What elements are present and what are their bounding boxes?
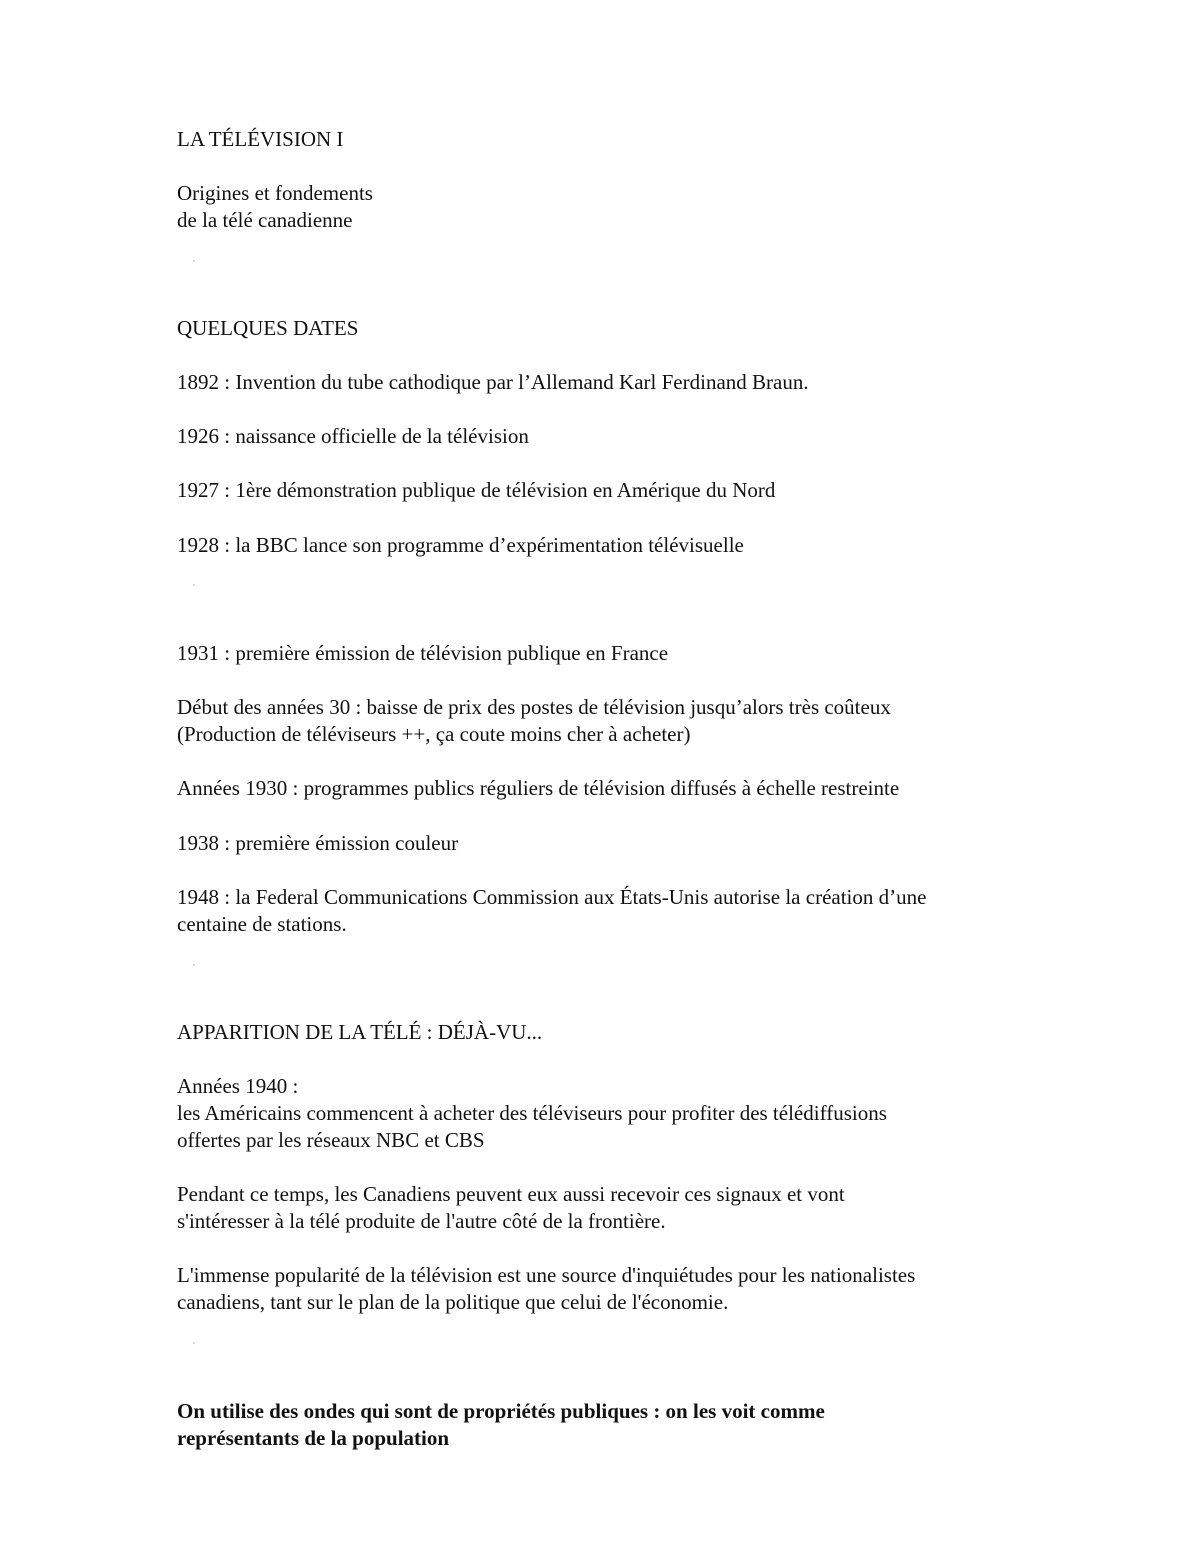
conclusion-line: représentants de la population: [177, 1426, 450, 1450]
conclusion: [177, 1398, 1037, 1452]
paragraph-line: s'intéresser à la télé produite de l'autre côté de la frontière.: [177, 1209, 666, 1233]
document-title: LA TÉLÉVISION I: [177, 127, 344, 151]
separator-dot: [193, 964, 195, 966]
date-item: 1931 : première émission de télévision publique en France: [177, 641, 669, 665]
date-item: Années 1930 : programmes publics réguliers de télévision diffusés à échelle restreinte: [177, 776, 900, 800]
date-item: 1927 : 1ère démonstration publique de télévision en Amérique du Nord: [177, 478, 776, 502]
subtitle-line: Origines et fondements: [177, 181, 373, 205]
date-item: 1892 : Invention du tube cathodique par l’Allemand Karl Ferdinand Braun.: [177, 370, 809, 394]
document-subtitle: [177, 180, 1037, 234]
date-item-line: (Production de téléviseurs ++, ça coute moins cher à acheter): [177, 722, 691, 746]
paragraph-line: offertes par les réseaux NBC et CBS: [177, 1128, 485, 1152]
paragraph-line: Années 1940 :: [177, 1074, 299, 1098]
separator-dot: [193, 584, 195, 586]
date-item: 1938 : première émission couleur: [177, 831, 459, 855]
separator-dot: [193, 260, 195, 262]
separator-dot: [193, 1342, 195, 1344]
paragraph-line: Pendant ce temps, les Canadiens peuvent eux aussi recevoir ces signaux et vont: [177, 1182, 845, 1206]
paragraph: [177, 1073, 1037, 1154]
paragraph: [177, 1262, 1037, 1316]
date-item: 1928 : la BBC lance son programme d’expérimentation télévisuelle: [177, 533, 744, 557]
paragraph-line: L'immense popularité de la télévision est une source d'inquiétudes pour les nationalistes: [177, 1263, 916, 1287]
section-heading-apparition: APPARITION DE LA TÉLÉ : DÉJÀ-VU...: [177, 1020, 543, 1044]
paragraph-line: canadiens, tant sur le plan de la politique que celui de l'économie.: [177, 1290, 729, 1314]
date-item-line: 1948 : la Federal Communications Commission aux États-Unis autorise la création d’une: [177, 885, 927, 909]
section-heading-dates: QUELQUES DATES: [177, 316, 359, 340]
date-item-line: Début des années 30 : baisse de prix des postes de télévision jusqu’alors très coûteux: [177, 695, 891, 719]
date-item: 1926 : naissance officielle de la télévision: [177, 424, 529, 448]
conclusion-line: On utilise des ondes qui sont de propriétés publiques : on les voit comme: [177, 1399, 825, 1423]
paragraph-line: les Américains commencent à acheter des téléviseurs pour profiter des télédiffusions: [177, 1101, 887, 1125]
date-item: [177, 694, 1037, 748]
subtitle-line: de la télé canadienne: [177, 208, 353, 232]
paragraph: [177, 1181, 1037, 1235]
date-item-line: centaine de stations.: [177, 912, 347, 936]
date-item: [177, 884, 1037, 938]
